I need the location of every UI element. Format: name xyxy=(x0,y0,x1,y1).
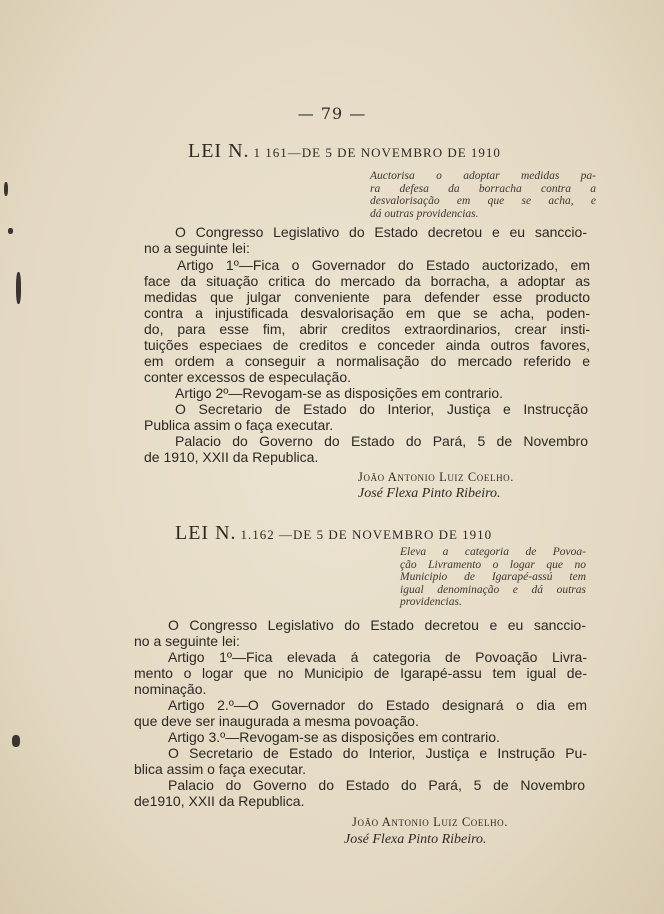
body-line: O Congresso Legislativo do Estado decretou e eu sanccio- xyxy=(168,617,586,633)
body-line: Publica assim o faça executar. xyxy=(144,417,334,433)
body-line: O Congresso Legislativo do Estado decretou e eu sanccio- xyxy=(175,224,587,240)
body-line: Palacio do Governo do Estado do Pará, 5 de Novembro xyxy=(175,433,588,449)
summary-line: ção Livramento o logar que no xyxy=(400,558,586,571)
summary-line: Eleva a categoria de Povoa- xyxy=(400,546,586,558)
body-line: de1910, XXII da Republica. xyxy=(134,793,305,809)
summary-line: providencias. xyxy=(400,596,462,608)
body-line: Artigo 1º—Fica o Governador do Estado auctorizado, em xyxy=(177,257,590,273)
body-line: face da situação critica do mercado da borracha, a adoptar as xyxy=(144,273,590,289)
body-line: que deve ser inaugurada a mesma povoação. xyxy=(134,713,419,729)
law-title xyxy=(175,522,492,545)
body-line: no a seguinte lei: xyxy=(134,633,240,649)
body-line: O Secretario de Estado do Interior, Justiça e Instrução Pu- xyxy=(168,745,587,761)
signature-governor: João Antonio Luiz Coelho. xyxy=(352,815,508,829)
law-title xyxy=(188,140,501,163)
body-line: contra a injustificada desvalorisação em que se acha, poden- xyxy=(144,305,590,321)
summary-line: Municipio de Igarapé-assú tem xyxy=(400,571,586,583)
law-title-lei: LEI N. xyxy=(188,140,250,162)
body-line: no a seguinte lei: xyxy=(144,240,250,256)
body-line: tuições especiaes de creditos e conceder ainda outros favores, xyxy=(144,337,590,353)
law-title-lei: LEI N. xyxy=(175,522,237,544)
body-line: Palacio do Governo do Estado do Pará, 5 de Novembro xyxy=(168,777,585,793)
body-line: do, para esse fim, abrir creditos extraordinarios, crear insti- xyxy=(144,321,590,337)
body-line: Artigo 3.º—Revogam-se as disposições em contrario. xyxy=(168,729,500,745)
body-line: conter excessos de especulação. xyxy=(144,369,352,385)
law-title-number-date: 1.162 —DE 5 DE NOVEMBRO DE 1910 xyxy=(240,527,493,542)
body-line: mento o logar que no Municipio de Igarapé-assu tem igual de- xyxy=(134,665,587,681)
law-title-number-date: 1 161—DE 5 DE NOVEMBRO DE 1910 xyxy=(253,145,501,160)
summary-line: dá outras providencias. xyxy=(370,207,479,220)
body-line: O Secretario de Estado do Interior, Justiça e Instrucção xyxy=(175,401,588,417)
margin-mark xyxy=(4,182,8,196)
signature-secretary: José Flexa Pinto Ribeiro. xyxy=(358,486,501,501)
page-number: — 79 — xyxy=(297,104,367,123)
body-line: de 1910, XXII da Republica. xyxy=(144,449,319,465)
summary-line: Auctorisa o adoptar medidas pa- xyxy=(370,170,596,182)
body-line: Artigo 2º—Revogam-se as disposições em contrario. xyxy=(175,385,504,401)
body-line: Artigo 1º—Fica elevada á categoria de Povoação Livra- xyxy=(168,649,587,665)
body-line: nominação. xyxy=(134,681,207,697)
body-line: Artigo 2.º—O Governador do Estado designará o dia em xyxy=(168,697,587,713)
margin-mark xyxy=(12,735,20,747)
summary-line: desvalorisação em que se acha, e xyxy=(370,195,596,207)
summary-line: ra defesa da borracha contra a xyxy=(370,182,596,195)
summary-line: igual denominação e dá outras xyxy=(400,583,586,596)
law-summary xyxy=(400,546,586,609)
body-line: blica assim o faça executar. xyxy=(134,761,306,777)
margin-mark xyxy=(8,228,13,234)
signature-secretary: José Flexa Pinto Ribeiro. xyxy=(344,832,487,847)
margin-mark xyxy=(16,272,21,304)
body-line: em ordem a conseguir a normalisação do mercado referido e xyxy=(144,353,590,369)
law-summary xyxy=(370,170,596,220)
body-line: medidas que julgar conveniente para defender esse producto xyxy=(144,289,590,305)
signature-governor: João Antonio Luiz Coelho. xyxy=(358,470,514,484)
